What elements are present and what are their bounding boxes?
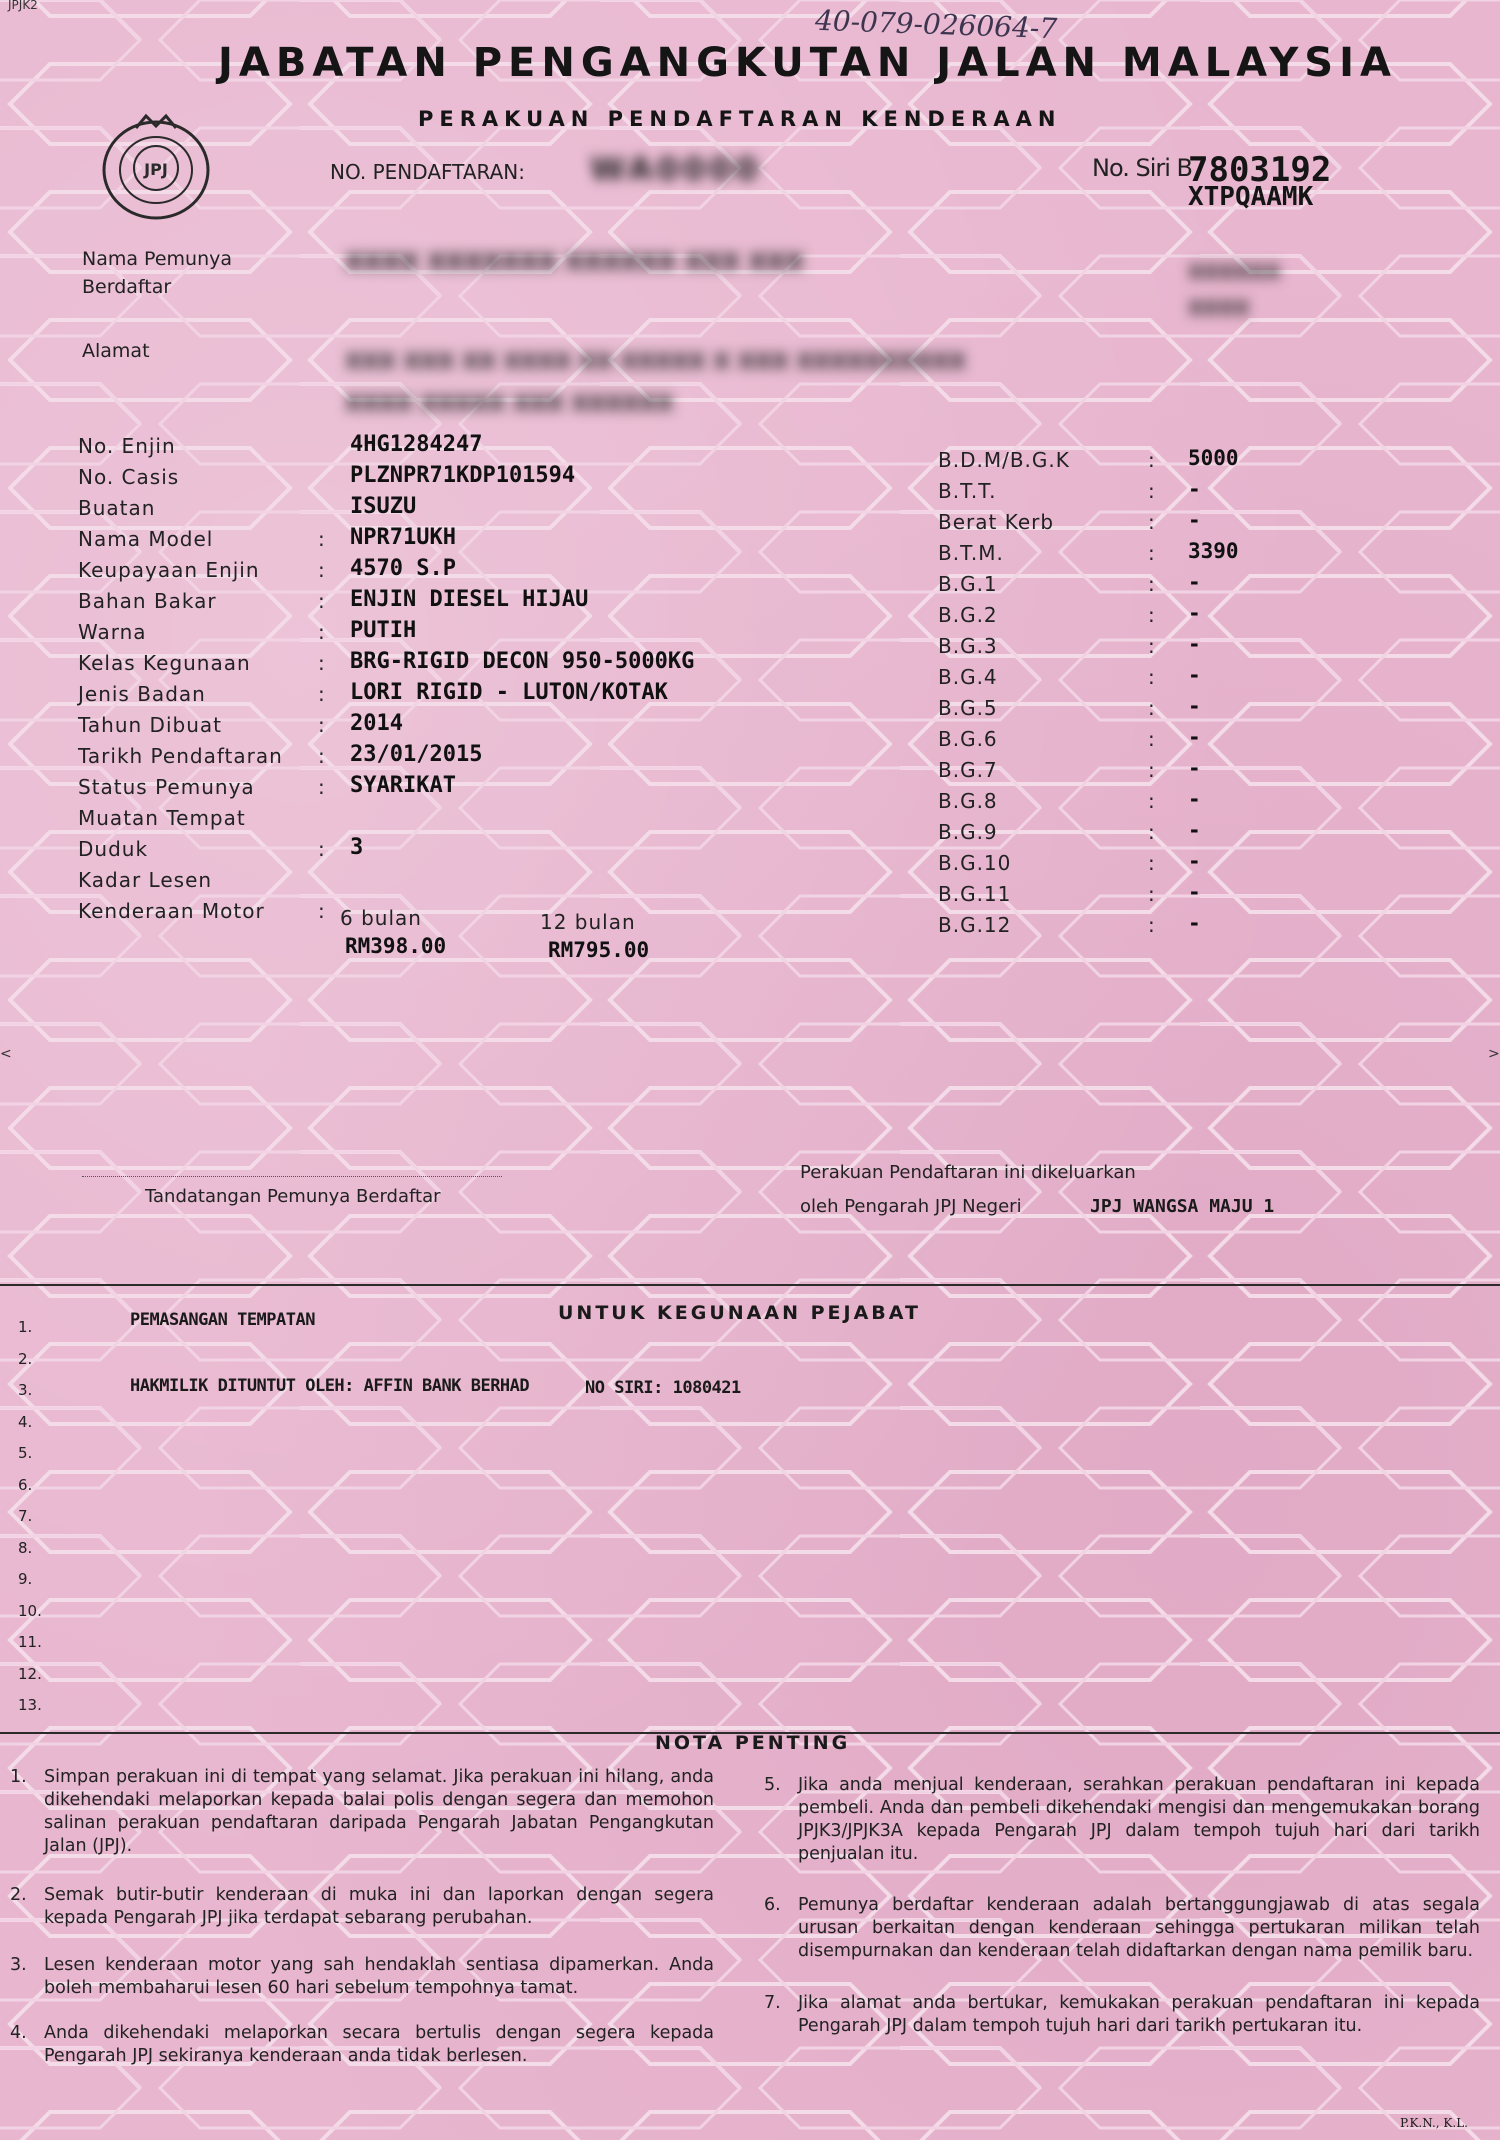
office-line-number: 9.: [18, 1570, 33, 1588]
note-item: [764, 1992, 1486, 2092]
document-subtitle: PERAKUAN PENDAFTARAN KENDERAAN: [418, 107, 1062, 131]
license-6-months-amount: RM398.00: [345, 934, 447, 958]
vehicle-field-colon: :: [318, 744, 326, 768]
vehicle-field-label: Keupayaan Enjin: [78, 558, 260, 582]
serial-code: XTPQAAMK: [1188, 182, 1314, 212]
vehicle-field-colon: :: [318, 682, 326, 706]
note-text: Jika alamat anda bertukar, kemukakan perakuan pendaftaran ini kepada Pengarah JPJ dalam tempoh tujuh hari dari tarikh pertukaran itu.: [798, 1993, 1480, 2036]
weight-field-value: -: [1188, 818, 1201, 842]
office-top-rule: [0, 1284, 1500, 1286]
serial-number: 7803192: [1188, 150, 1332, 190]
weight-field-value: 5000: [1188, 446, 1239, 470]
fold-mark-left-icon: <: [0, 1046, 12, 1062]
vehicle-field-colon: :: [318, 589, 326, 613]
office-line-number: 2.: [18, 1349, 33, 1368]
address-line-2: XXXX XXXXX XXX XXXXXX: [345, 392, 674, 417]
printer-mark: P.K.N., K.L.: [1400, 2116, 1468, 2130]
weight-field-value: -: [1188, 570, 1201, 594]
document-title: JABATAN PENGANGKUTAN JALAN MALAYSIA: [218, 40, 1397, 86]
vehicle-field-value: NPR71UKH: [350, 525, 456, 550]
note-number: 4.: [10, 2023, 27, 2043]
vehicle-field-colon: :: [318, 558, 326, 582]
note-item: [764, 1894, 1486, 1994]
owner-name-value: XXXX XXXXXXX XXXXXX XXX XXX: [345, 248, 805, 276]
fold-mark-right-icon: >: [1488, 1046, 1500, 1062]
weight-field-label: B.G.2: [938, 603, 998, 627]
office-line-number: 4.: [18, 1412, 33, 1431]
weight-field-colon: :: [1148, 572, 1156, 596]
office-use-title: UNTUK KEGUNAAN PEJABAT: [558, 1302, 921, 1324]
weight-field-colon: :: [1148, 758, 1156, 782]
vehicle-field-colon: :: [318, 651, 326, 675]
weight-field-label: B.G.1: [938, 572, 998, 596]
weight-field-value: -: [1188, 756, 1201, 780]
weight-field-label: B.G.7: [938, 758, 998, 782]
address-line-1: XXX XXX XX XXXX XX XXXXX X XXX XXXXXXXXXX: [345, 350, 967, 375]
weight-field-label: B.T.T.: [938, 479, 997, 503]
weight-field-value: -: [1188, 477, 1201, 501]
weight-field-colon: :: [1148, 510, 1156, 534]
note-number: 2.: [10, 1885, 27, 1905]
weight-field-colon: :: [1148, 851, 1156, 875]
note-number: 1.: [10, 1767, 27, 1787]
weight-field-colon: :: [1148, 541, 1156, 565]
office-line-number: 5.: [18, 1444, 33, 1462]
weight-field-value: -: [1188, 508, 1201, 532]
note-text: Semak butir-butir kenderaan di muka ini dan laporkan dengan segera kepada Pengarah JPJ jika terdapat sebarang perubahan.: [44, 1885, 714, 1928]
office-line-number: 1.: [18, 1318, 33, 1336]
weight-field-value: -: [1188, 911, 1201, 935]
handwritten-reference: 40-079-026064-7: [814, 3, 1058, 46]
office-entry-1: PEMASANGAN TEMPATAN: [130, 1310, 315, 1330]
weight-field-label: B.G.12: [938, 913, 1012, 937]
vehicle-field-value: ISUZU: [350, 494, 417, 519]
weight-field-label: B.G.11: [938, 882, 1012, 906]
vehicle-field-label: Buatan: [78, 496, 156, 520]
note-number: 7.: [764, 1993, 781, 2013]
vehicle-field-label: Jenis Badan: [78, 682, 206, 706]
vehicle-field-value: 4570 S.P: [350, 556, 456, 581]
weight-field-colon: :: [1148, 696, 1156, 720]
issued-line-1: Perakuan Pendaftaran ini dikeluarkan: [800, 1162, 1136, 1183]
office-line-number: 10.: [18, 1601, 42, 1620]
vehicle-field-label: Warna: [78, 620, 147, 644]
vehicle-field-label: Kenderaan Motor: [78, 899, 265, 923]
note-item: [10, 2022, 720, 2122]
weight-field-label: B.T.M.: [938, 541, 1004, 565]
vehicle-field-colon: :: [318, 527, 326, 551]
note-number: 6.: [764, 1895, 781, 1915]
weight-field-label: B.G.3: [938, 634, 998, 658]
note-text: Simpan perakuan ini di tempat yang selamat. Jika perakuan ini hilang, anda dikehendaki melaporkan kepada balai polis dengan segera dan memohon salinan perakuan pendaftaran daripada Pengarah Jabatan Pengangkutan Jalan (JPJ).: [44, 1767, 714, 1856]
note-text: Lesen kenderaan motor yang sah hendaklah sentiasa dipamerkan. Anda boleh membaharui lesen 60 hari sebelum tempohnya tamat.: [44, 1955, 714, 1998]
serial-label: No. Siri B: [1092, 154, 1193, 182]
weight-field-label: B.D.M/B.G.K: [938, 448, 1070, 472]
weight-field-value: 3390: [1188, 539, 1239, 563]
vehicle-field-colon: :: [318, 775, 326, 799]
owner-name-label-2: Berdaftar: [82, 276, 172, 298]
vehicle-field-colon: :: [318, 620, 326, 644]
address-label: Alamat: [82, 340, 150, 362]
weight-field-value: -: [1188, 632, 1201, 656]
vehicle-field-value: 23/01/2015: [350, 742, 483, 767]
reg-no-value: WA0000: [590, 150, 762, 188]
office-line-number: 6.: [18, 1475, 33, 1494]
weight-field-colon: :: [1148, 727, 1156, 751]
weight-field-value: -: [1188, 725, 1201, 749]
note-number: 3.: [10, 1955, 27, 1975]
vehicle-field-value: PLZNPR71KDP101594: [350, 463, 576, 488]
vehicle-field-label: No. Enjin: [78, 434, 176, 458]
license-12-months-label: 12 bulan: [540, 910, 636, 934]
weight-field-label: B.G.10: [938, 851, 1012, 875]
vehicle-field-label: Kelas Kegunaan: [78, 651, 251, 675]
notes-title: NOTA PENTING: [655, 1732, 851, 1754]
vehicle-field-label: Tarikh Pendaftaran: [78, 744, 283, 768]
signature-line: [82, 1176, 502, 1177]
vehicle-field-colon: :: [318, 837, 326, 861]
weight-field-label: B.G.4: [938, 665, 998, 689]
weight-field-colon: :: [1148, 448, 1156, 472]
vehicle-field-value: LORI RIGID - LUTON/KOTAK: [350, 680, 668, 705]
vehicle-field-value: 3: [350, 835, 364, 860]
form-code: JPJK2: [8, 0, 38, 12]
vehicle-field-label: Tahun Dibuat: [78, 713, 222, 737]
weight-field-colon: :: [1148, 665, 1156, 689]
office-line-number: 13.: [18, 1696, 42, 1714]
jpj-seal-icon: [96, 112, 216, 222]
office-entry-3-a: HAKMILIK DITUNTUT OLEH: AFFIN BANK BERHAD: [130, 1376, 530, 1396]
weight-field-value: -: [1188, 787, 1201, 811]
vehicle-field-label: No. Casis: [78, 465, 180, 489]
weight-field-value: -: [1188, 663, 1201, 687]
owner-signature-label: Tandatangan Pemunya Berdaftar: [145, 1186, 441, 1207]
weight-field-colon: :: [1148, 634, 1156, 658]
vehicle-field-label: Kadar Lesen: [78, 868, 213, 892]
weight-field-label: B.G.6: [938, 727, 998, 751]
office-line-number: 12.: [18, 1664, 42, 1683]
weight-field-colon: :: [1148, 479, 1156, 503]
office-line-number: 8.: [18, 1538, 33, 1557]
vehicle-field-label: Muatan Tempat: [78, 806, 246, 830]
weight-field-label: B.G.5: [938, 696, 998, 720]
office-line-number: 11.: [18, 1633, 42, 1651]
vehicle-field-value: ENJIN DIESEL HIJAU: [350, 587, 589, 612]
owner-name-label-1: Nama Pemunya: [82, 248, 232, 270]
seal-text: JPJ: [144, 160, 168, 179]
vehicle-field-value: 4HG1284247: [350, 432, 483, 457]
note-number: 5.: [764, 1775, 781, 1795]
weight-field-colon: :: [1148, 913, 1156, 937]
note-item: [764, 1774, 1486, 1874]
office-line-number: 3.: [18, 1381, 33, 1399]
weight-field-value: -: [1188, 694, 1201, 718]
office-line-number: 7.: [18, 1507, 33, 1525]
weight-field-colon: :: [1148, 789, 1156, 813]
note-text: Anda dikehendaki melaporkan secara bertulis dengan segera kepada Pengarah JPJ sekiranya kenderaan anda tidak berlesen.: [44, 2023, 714, 2066]
owner-id-value-1: XXXXXX: [1188, 260, 1281, 284]
vehicle-field-colon: :: [318, 899, 326, 923]
note-text: Jika anda menjual kenderaan, serahkan perakuan pendaftaran ini kepada pembeli. Anda dan pembeli dikehendaki mengisi dan mengemukakan borang JPJK3/JPJK3A kepada Pengarah JPJ dalam tempoh tujuh hari dari tarikh penjualan itu.: [798, 1775, 1480, 1864]
vehicle-field-value: SYARIKAT: [350, 773, 456, 798]
issuing-office: JPJ WANGSA MAJU 1: [1090, 1196, 1275, 1217]
vehicle-field-label: Duduk: [78, 837, 149, 861]
reg-no-label: NO. PENDAFTARAN:: [330, 160, 525, 184]
office-entry-3-b: NO SIRI: 1080421: [585, 1378, 741, 1398]
vehicle-field-label: Nama Model: [78, 527, 214, 551]
vehicle-field-label: Bahan Bakar: [78, 589, 217, 613]
weight-field-label: B.G.9: [938, 820, 998, 844]
note-text: Pemunya berdaftar kenderaan adalah bertanggungjawab di atas segala urusan berkaitan dengan kenderaan sehingga pertukaran milikan telah disempurnakan dan kenderaan telah didaftarkan dengan nama pemilik baru.: [798, 1895, 1480, 1961]
vehicle-field-label: Status Pemunya: [78, 775, 255, 799]
weight-field-label: Berat Kerb: [938, 510, 1055, 534]
weight-field-label: B.G.8: [938, 789, 998, 813]
vehicle-field-value: BRG-RIGID DECON 950-5000KG: [350, 649, 695, 674]
weight-field-value: -: [1188, 880, 1201, 904]
weight-field-colon: :: [1148, 603, 1156, 627]
vehicle-field-value: 2014: [350, 711, 403, 736]
note-item: [10, 1766, 720, 1866]
weight-field-value: -: [1188, 601, 1201, 625]
vehicle-field-colon: :: [318, 713, 326, 737]
weight-field-value: -: [1188, 849, 1201, 873]
weight-field-colon: :: [1148, 882, 1156, 906]
license-12-months-amount: RM795.00: [548, 938, 650, 962]
issued-line-2: oleh Pengarah JPJ Negeri: [800, 1196, 1022, 1217]
owner-id-value-2: XXXX: [1188, 296, 1250, 320]
weight-field-colon: :: [1148, 820, 1156, 844]
vehicle-field-value: PUTIH: [350, 618, 417, 643]
license-6-months-label: 6 bulan: [340, 906, 422, 930]
